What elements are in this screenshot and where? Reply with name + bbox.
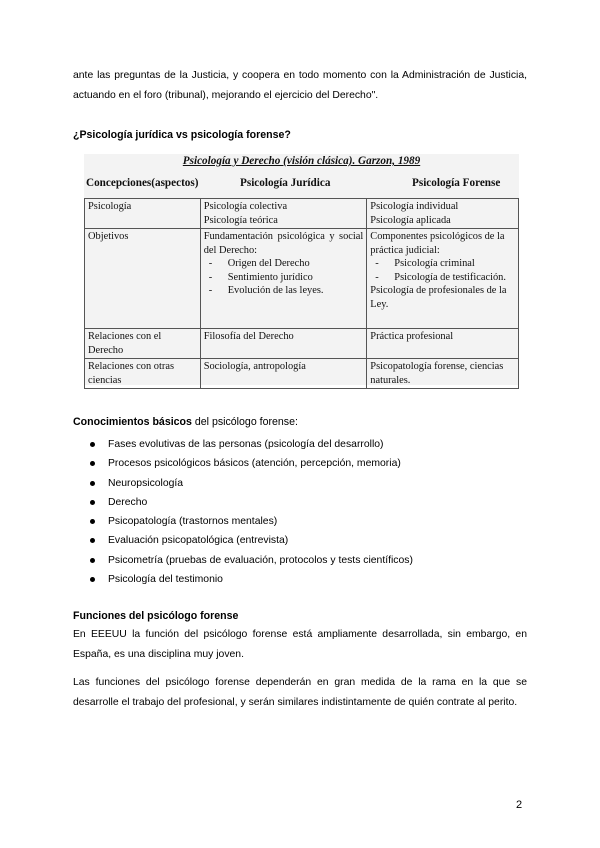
row-juridica: Psicología colectiva Psicología teórica xyxy=(200,199,367,229)
table-row xyxy=(85,329,519,359)
knowledge-list xyxy=(90,437,413,591)
list-item: Fases evolutivas de las personas (psicología del desarrollo) xyxy=(90,437,413,456)
comparison-figure xyxy=(84,154,519,385)
bullet-icon xyxy=(90,519,95,524)
juridica-objectives-intro: Fundamentación psicológica y social del Derecho: xyxy=(203,231,364,256)
figure-title: Psicología y Derecho (visión clásica). Garzon, 1989 xyxy=(182,155,421,167)
bullet-icon xyxy=(90,442,95,447)
bullet-icon xyxy=(90,461,95,466)
list-item: Procesos psicológicos básicos (atención, percepción, memoria) xyxy=(90,456,413,475)
forense-objectives-intro: Componentes psicológicos de la práctica judicial: xyxy=(370,231,505,256)
functions-paragraph-1: En EEEUU la función del psicólogo forense está ampliamente desarrollada, sin embargo, en España, es una disciplina muy joven. xyxy=(73,629,527,660)
bullet-icon xyxy=(90,577,95,582)
functions-heading: Funciones del psicólogo forense xyxy=(73,610,239,622)
row-forense: Psicopatología forense, ciencias naturales. xyxy=(367,359,519,389)
knowledge-lead-bold: Conocimientos básicos xyxy=(73,416,192,428)
row-juridica xyxy=(200,229,367,329)
row-forense: Práctica profesional xyxy=(367,329,519,359)
column-header-aspects: Concepciones(aspectos) xyxy=(86,177,199,189)
table-row xyxy=(85,229,519,329)
column-header-forense: Psicología Forense xyxy=(412,177,501,189)
row-juridica: Sociología, antropología xyxy=(200,359,367,389)
knowledge-lead xyxy=(73,414,298,430)
bullet-icon xyxy=(90,538,95,543)
intro-paragraph: ante las preguntas de la Justicia, y coopera en todo momento con la Administración de Justicia, actuando en el foro (tribunal), mejorando el ejercicio del Derecho". xyxy=(73,70,527,101)
section-heading-juridica-vs-forense: ¿Psicología jurídica vs psicología forense? xyxy=(73,129,291,141)
list-item: - Sentimiento jurídico xyxy=(208,271,313,283)
row-forense: Psicología individual Psicología aplicada xyxy=(367,199,519,229)
list-item: - Psicología de testificación. xyxy=(375,271,506,283)
bullet-icon xyxy=(90,500,95,505)
row-juridica: Filosofía del Derecho xyxy=(200,329,367,359)
list-item: Neuropsicología xyxy=(90,476,413,495)
column-header-juridica: Psicología Jurídica xyxy=(240,177,331,189)
list-item: Psicología del testimonio xyxy=(90,572,413,591)
list-item: Psicometría (pruebas de evaluación, protocolos y tests científicos) xyxy=(90,553,413,572)
list-item: - Psicología criminal xyxy=(375,258,475,269)
row-aspect: Relaciones con otras ciencias xyxy=(85,359,201,389)
table-row xyxy=(85,359,519,389)
row-aspect: Objetivos xyxy=(85,229,201,329)
list-item: Psicopatología (trastornos mentales) xyxy=(90,514,413,533)
list-item: Derecho xyxy=(90,495,413,514)
list-item: - Evolución de las leyes. xyxy=(208,285,324,296)
row-aspect: Psicología xyxy=(85,199,201,229)
row-aspect: Relaciones con el Derecho xyxy=(85,329,201,359)
comparison-table xyxy=(84,198,519,389)
functions-paragraph-2: Las funciones del psicólogo forense dependerán en gran medida de la rama en la que se desarrolle el trabajo del profesional, y serán similares indistintamente de quién contrate al perito. xyxy=(73,677,527,708)
list-item: Evaluación psicopatológica (entrevista) xyxy=(90,533,413,552)
row-forense xyxy=(367,229,519,329)
forense-objectives-outro: Psicología de profesionales de la Ley. xyxy=(370,285,507,310)
bullet-icon xyxy=(90,481,95,486)
table-row xyxy=(85,199,519,229)
page-number: 2 xyxy=(516,799,523,811)
juridica-objectives-list xyxy=(204,257,364,298)
knowledge-lead-rest: del psicólogo forense: xyxy=(191,416,298,428)
forense-objectives-list xyxy=(370,257,515,284)
bullet-icon xyxy=(90,558,95,563)
list-item: - Origen del Derecho xyxy=(208,258,310,269)
